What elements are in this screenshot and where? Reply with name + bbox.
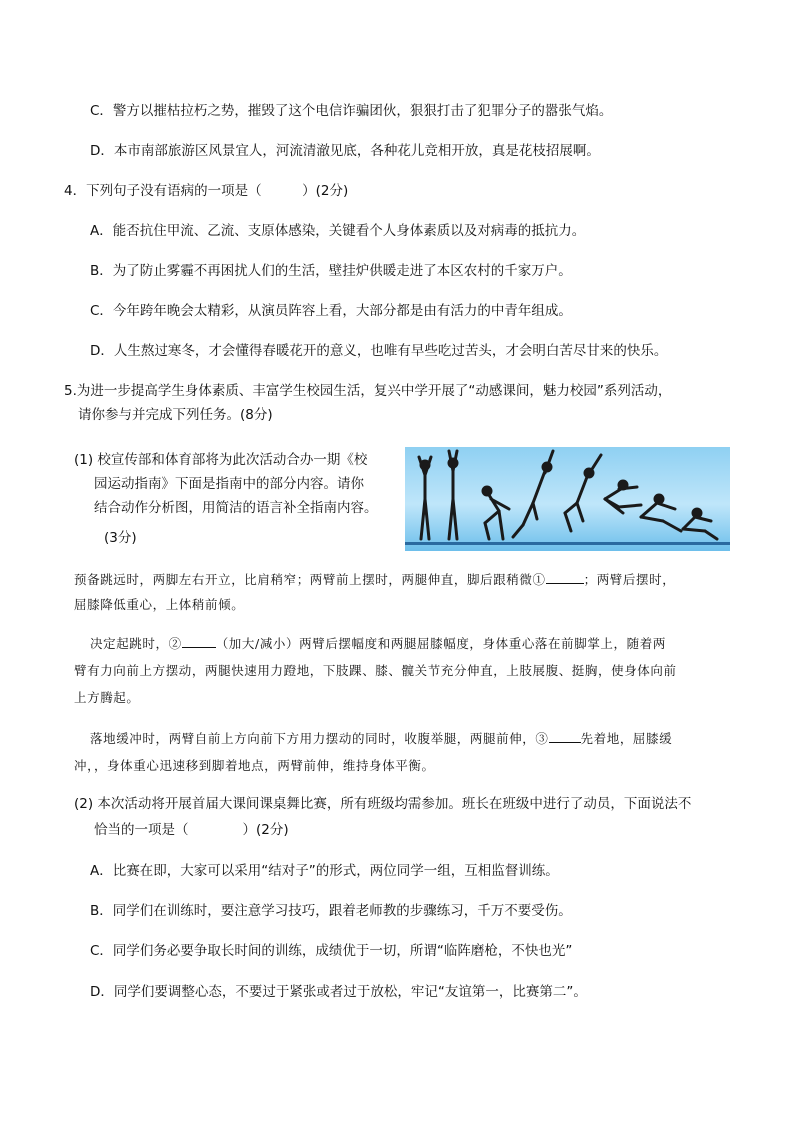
q5-2-line2: 恰当的一项是（ ）(2分) — [94, 822, 289, 838]
q5-2-option-a: A．比赛在即，大家可以采用“结对子”的形式，两位同学一组，互相监督训练。 — [90, 863, 559, 879]
q5-1-line1: (1) 校宣传部和体育部将为此次活动合办一期《校 — [74, 452, 368, 468]
q5-stem-line1: 5.为进一步提高学生身体素质、丰富学生校园生活，复兴中学开展了“动感课间，魅力校园”系列活动， — [64, 383, 672, 399]
q5-1-line2: 园运动指南》下面是指南中的部分内容。请你 — [94, 476, 364, 492]
q5-2-line1: (2) 本次活动将开展首届大课间课桌舞比赛，所有班级均需参加。班长在班级中进行了动员，下面说法不 — [74, 796, 692, 812]
blank-1 — [546, 569, 584, 584]
q5-2-option-b: B．同学们在训练时，要注意学习技巧，跟着老师教的步骤练习，千万不要受伤。 — [90, 903, 572, 919]
q5-1-line4: (3分) — [104, 530, 137, 546]
q3-option-d: D．本市南部旅游区风景宜人，河流清澈见底，各种花儿竞相开放，真是花枝招展啊。 — [90, 143, 600, 159]
q5-2-option-c: C．同学们务必要争取长时间的训练，成绩优于一切，所谓“临阵磨枪，不快也光” — [90, 943, 573, 959]
guide-p1-text-a: 预备跳远时，两脚左右开立，比肩稍窄；两臂前上摆时，两腿伸直，脚后跟稍微① — [74, 572, 546, 587]
q3-option-c: C．警方以摧枯拉朽之势，摧毁了这个电信诈骗团伙，狠狠打击了犯罪分子的嚣张气焰。 — [90, 103, 613, 119]
q4-option-b: B．为了防止雾霾不再困扰人们的生活，壁挂炉供暖走进了本区农村的千家万户。 — [90, 263, 572, 279]
guide-p1-line1 — [74, 569, 675, 590]
guide-p1-line2: 屈膝降低重心，上体稍前倾。 — [74, 597, 245, 612]
blank-2 — [182, 633, 216, 648]
guide-p3-text-b: 先着地，屈膝缓 — [580, 731, 673, 746]
guide-p3-line1 — [90, 728, 672, 749]
guide-p2-text-b: （加大/减小）两臂后摆幅度和两腿屈膝幅度，身体重心落在前脚掌上，随着两 — [215, 636, 666, 651]
q4-option-c: C．今年跨年晚会太精彩，从演员阵容上看，大部分都是由有活力的中青年组成。 — [90, 303, 572, 319]
guide-p2-line1 — [90, 633, 666, 654]
ground-line — [405, 542, 730, 545]
guide-p1-text-b: ；两臂后摆时， — [583, 572, 676, 587]
long-jump-sequence-figure — [405, 447, 730, 551]
guide-p3-text-a: 落地缓冲时，两臂自前上方向前下方用力摆动的同时，收腹举腿，两腿前伸，③ — [90, 731, 549, 746]
guide-p3-line2: 冲，，身体重心迅速移到脚着地点，两臂前伸，维持身体平衡。 — [74, 758, 435, 773]
guide-p2-line3: 上方腾起。 — [74, 690, 140, 705]
guide-p2-text-a: 决定起跳时，② — [90, 636, 182, 651]
blank-3 — [549, 728, 581, 743]
guide-p2-line2: 臂有力向前上方摆动，两腿快速用力蹬地，下肢踝、膝、髋关节充分伸直，上肢展腹、挺胸，使身体向前 — [74, 663, 677, 678]
q4-option-d: D．人生熬过寒冬，才会懂得春暖花开的意义，也唯有早些吃过苦头，才会明白苦尽甘来的快乐。 — [90, 343, 668, 359]
q5-stem-line2: 请你参与并完成下列任务。(8分) — [78, 407, 273, 423]
long-jump-figure-icon — [405, 447, 730, 551]
q5-2-option-d: D．同学们要调整心态，不要过于紧张或者过于放松，牢记“友谊第一，比赛第二”。 — [90, 984, 587, 1000]
q4-option-a: A．能否抗住甲流、乙流、支原体感染，关键看个人身体素质以及对病毒的抵抗力。 — [90, 223, 586, 239]
q5-1-line3: 结合动作分析图，用简洁的语言补全指南内容。 — [94, 500, 378, 516]
q4-stem: 4．下列句子没有语病的一项是（ ）(2分) — [64, 183, 349, 199]
